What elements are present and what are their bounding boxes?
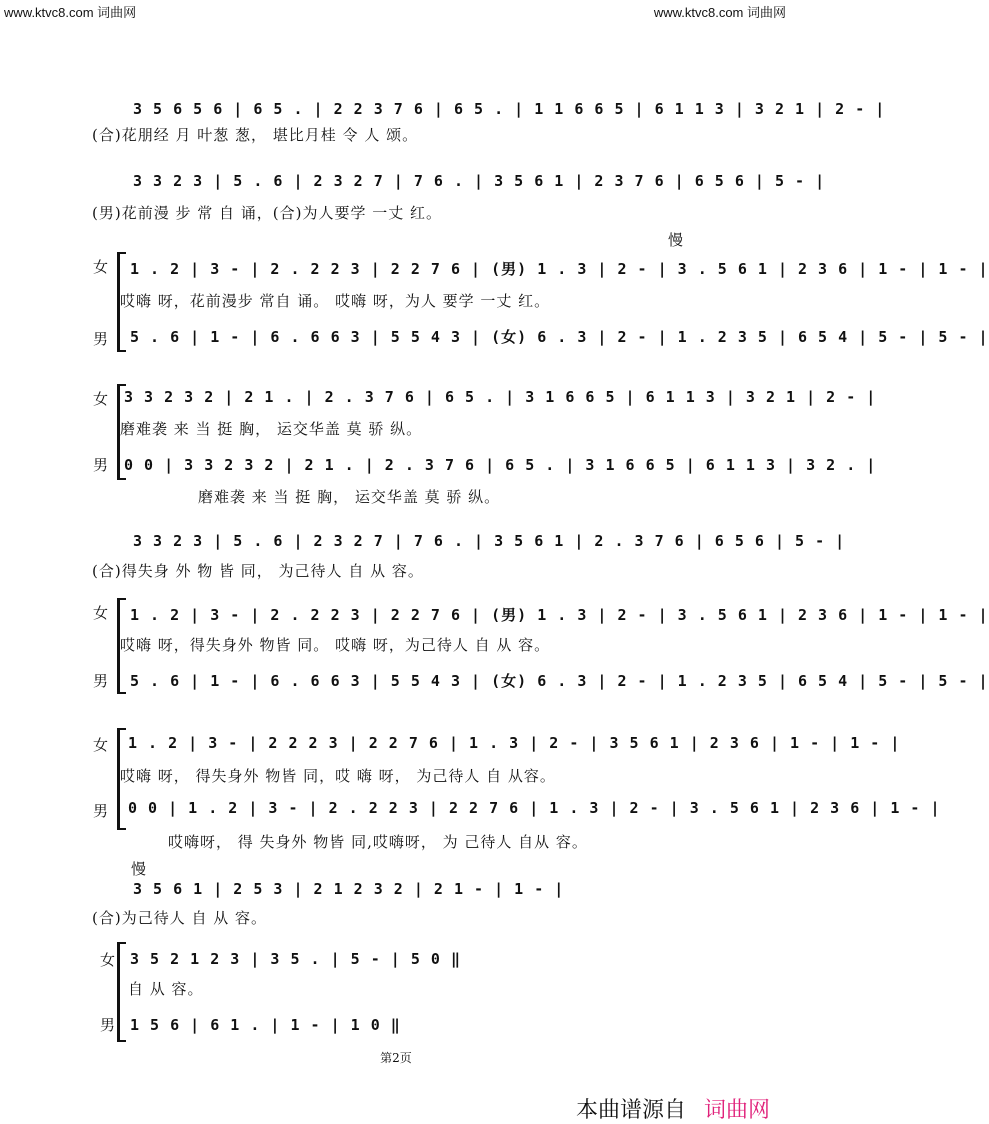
page-number: 第2页 [380, 1051, 412, 1065]
source-credit [576, 1093, 770, 1124]
system-4-male-notes: 0 0 | 3 3 2 3 2 | 2 1 . | 2 . 3 7 6 | 6 5 . | 3 1 6 6 5 | 6 1 1 3 | 3 2 . | [124, 456, 877, 474]
system-6-female-notes: 1 . 2 | 3 - | 2 . 2 2 3 | 2 2 7 6 | (男) 1 . 3 | 2 - | 3 . 5 6 1 | 2 3 6 | 1 - | 1 - | [130, 606, 989, 624]
system-8-notes: 3 5 6 1 | 2 5 3 | 2 1 2 3 2 | 2 1 - | 1 - | [133, 880, 565, 898]
tempo-marking: 慢 [131, 860, 147, 878]
system-9-male-notes: 1 5 6 | 6 1 . | 1 - | 1 0 ‖ [130, 1016, 401, 1034]
system-4-female-lyrics: 磨难袭 来 当 挺 胸， 运交华盖 莫 骄 纵。 [120, 420, 423, 438]
system-6-male-notes: 5 . 6 | 1 - | 6 . 6 6 3 | 5 5 4 3 | (女) 6 . 3 | 2 - | 1 . 2 3 5 | 6 5 4 | 5 - | 5 - | [130, 672, 989, 690]
system-7-female-notes: 1 . 2 | 3 - | 2 2 2 3 | 2 2 7 6 | 1 . 3 | 2 - | 3 5 6 1 | 2 3 6 | 1 - | 1 - | [128, 734, 901, 752]
source-site: 词曲网 [703, 1098, 770, 1123]
system-3-female-notes: 1 . 2 | 3 - | 2 . 2 2 3 | 2 2 7 6 | (男) 1 . 3 | 2 - | 3 . 5 6 1 | 2 3 6 | 1 - | 1 - | [130, 260, 989, 278]
source-text: 本曲谱源自 [575, 1098, 686, 1123]
system-7-female-lyrics: 哎嗨 呀， 得失身外 物皆 同，哎 嗨 呀， 为己待人 自 从容。 [120, 767, 556, 785]
system-3-male-notes: 5 . 6 | 1 - | 6 . 6 6 3 | 5 5 4 3 | (女) 6 . 3 | 2 - | 1 . 2 3 5 | 6 5 4 | 5 - | 5 - | [130, 328, 989, 346]
header-left-watermark: www.ktvc8.com 词曲网 [4, 5, 137, 20]
male-part-label: 男 [100, 1016, 116, 1034]
system-1-lyrics: (合)花朋经 月 叶葱 葱， 堪比月桂 令 人 颂。 [92, 126, 419, 144]
system-2-notes: 3 3 2 3 | 5 . 6 | 2 3 2 7 | 7 6 . | 3 5 6 1 | 2 3 7 6 | 6 5 6 | 5 - | [133, 172, 826, 190]
male-part-label: 男 [93, 330, 109, 348]
system-9-brace [117, 942, 126, 1042]
system-7-male-lyrics: 哎嗨呀， 得 失身外 物皆 同,哎嗨呀， 为 己待人 自从 容。 [168, 833, 588, 851]
system-5-lyrics: (合)得失身 外 物 皆 同， 为己待人 自 从 容。 [92, 562, 424, 580]
header-right-watermark: www.ktvc8.com 词曲网 [653, 5, 786, 20]
system-9-female-notes: 3 5 2 1 2 3 | 3 5 . | 5 - | 5 0 ‖ [130, 950, 462, 968]
system-9-female-lyrics: 自 从 容。 [128, 980, 204, 998]
female-part-label: 女 [100, 951, 116, 969]
male-part-label: 男 [93, 456, 109, 474]
system-7-male-notes: 0 0 | 1 . 2 | 3 - | 2 . 2 2 3 | 2 2 7 6 | 1 . 3 | 2 - | 3 . 5 6 1 | 2 3 6 | 1 - | [128, 799, 941, 817]
system-5-notes: 3 3 2 3 | 5 . 6 | 2 3 2 7 | 7 6 . | 3 5 6 1 | 2 . 3 7 6 | 6 5 6 | 5 - | [133, 532, 846, 550]
tempo-marking: 慢 [668, 231, 684, 249]
female-part-label: 女 [93, 736, 109, 754]
system-2-lyrics: (男)花前漫 步 常 自 诵，(合)为人要学 一丈 红。 [92, 204, 443, 222]
system-4-male-lyrics: 磨难袭 来 当 挺 胸， 运交华盖 莫 骄 纵。 [198, 488, 501, 506]
female-part-label: 女 [93, 390, 109, 408]
female-part-label: 女 [93, 258, 109, 276]
male-part-label: 男 [93, 672, 109, 690]
system-8-lyrics: (合)为己待人 自 从 容。 [92, 909, 268, 927]
system-1-notes: 3 5 6 5 6 | 6 5 . | 2 2 3 7 6 | 6 5 . | 1 1 6 6 5 | 6 1 1 3 | 3 2 1 | 2 - | [133, 100, 886, 118]
system-6-female-lyrics: 哎嗨 呀，得失身外 物皆 同。 哎嗨 呀，为己待人 自 从 容。 [120, 636, 551, 654]
male-part-label: 男 [93, 802, 109, 820]
female-part-label: 女 [93, 604, 109, 622]
system-4-female-notes: 3 3 2 3 2 | 2 1 . | 2 . 3 7 6 | 6 5 . | 3 1 6 6 5 | 6 1 1 3 | 3 2 1 | 2 - | [124, 388, 877, 406]
system-3-female-lyrics: 哎嗨 呀，花前漫步 常自 诵。 哎嗨 呀，为人 要学 一丈 红。 [120, 292, 551, 310]
